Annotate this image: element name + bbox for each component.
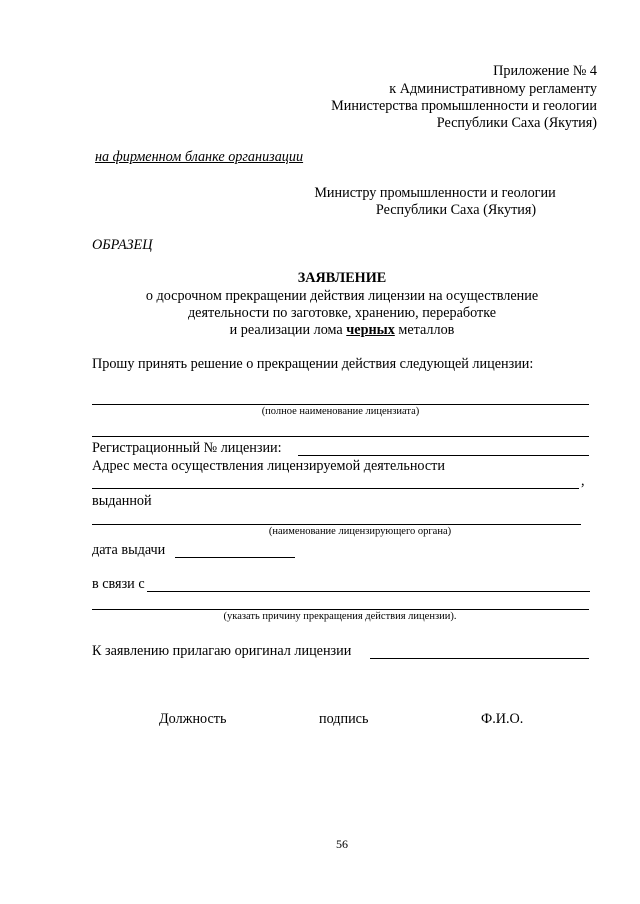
attachment-label: К заявлению прилагаю оригинал лицензии: [92, 643, 352, 659]
letterhead-note: на фирменном бланке организации: [95, 149, 304, 165]
appendix-line-1: Приложение № 4: [493, 63, 597, 79]
subtitle-line-3-prefix: и реализации лома: [229, 322, 347, 338]
appendix-line-4: Республики Саха (Якутия): [436, 115, 597, 131]
issue-date-label: дата выдачи: [92, 542, 166, 558]
appendix-line-3: Министерства промышленности и геологии: [331, 98, 597, 114]
addressee-line-2: Республики Саха (Якутия): [375, 202, 537, 218]
reason-label: в связи с: [92, 576, 145, 592]
document-subtitle-line-2: деятельности по заготовке, хранению, переработке: [187, 305, 497, 321]
attachment-line[interactable]: [370, 658, 589, 659]
licensee-caption: (полное наименование лицензиата): [261, 406, 420, 417]
licensee-extra-line[interactable]: [92, 436, 589, 437]
subtitle-line-3-suffix: металлов: [394, 322, 455, 338]
document-subtitle-line-1: о досрочном прекращении действия лицензии на осуществление: [145, 288, 539, 304]
reason-caption: (указать причину прекращения действия лицензии).: [223, 611, 457, 622]
request-text: Прошу принять решение о прекращении действия следующей лицензии:: [92, 356, 534, 372]
subtitle-emphasis-black: черных: [346, 322, 395, 338]
reason-extra-line[interactable]: [92, 609, 589, 610]
address-comma: ,: [581, 473, 585, 489]
reg-number-label: Регистрационный № лицензии:: [92, 440, 282, 456]
signature-sign: подпись: [319, 711, 369, 727]
address-line[interactable]: [92, 488, 579, 489]
issue-date-line[interactable]: [175, 557, 295, 558]
reg-number-line[interactable]: [298, 455, 589, 456]
document-heading: ЗАЯВЛЕНИЕ: [297, 270, 387, 286]
signature-name: Ф.И.О.: [481, 711, 524, 727]
appendix-line-2: к Административному регламенту: [389, 81, 597, 97]
signature-position: Должность: [159, 711, 227, 727]
sample-label: ОБРАЗЕЦ: [92, 237, 153, 253]
authority-line[interactable]: [92, 524, 581, 525]
document-subtitle-line-3: [0, 323, 640, 337]
issued-label: выданной: [92, 493, 152, 509]
addressee-line-1: Министру промышленности и геологии: [314, 185, 556, 201]
page-number: 56: [336, 837, 348, 851]
licensee-name-line[interactable]: [92, 404, 589, 405]
authority-caption: (наименование лицензирующего органа): [268, 526, 452, 537]
reason-line[interactable]: [147, 591, 590, 592]
address-label: Адрес места осуществления лицензируемой деятельности: [92, 458, 445, 474]
